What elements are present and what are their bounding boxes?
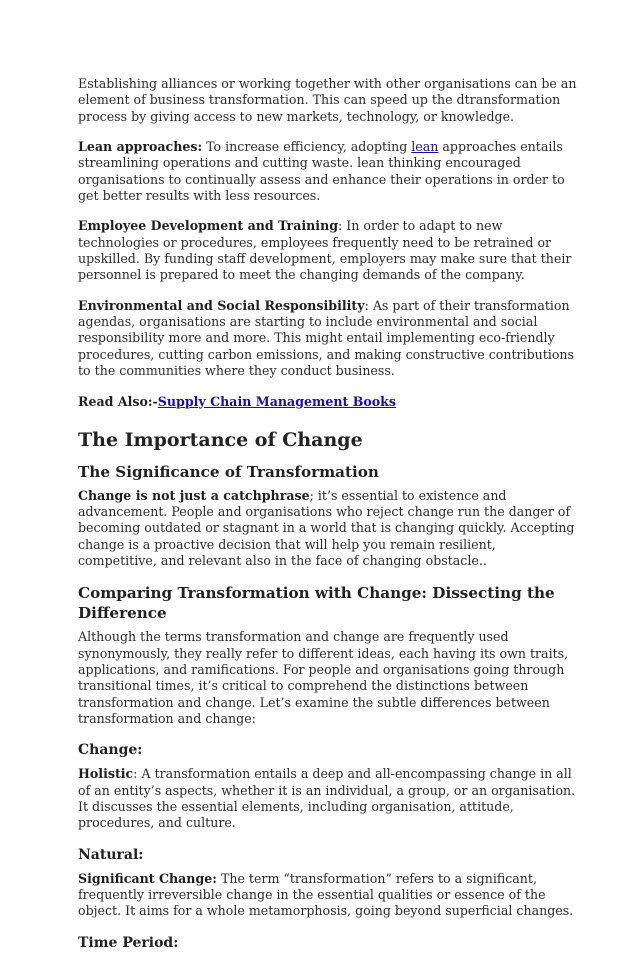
environment-label: Environmental and Social Responsibility	[78, 297, 365, 313]
heading-change: Change:	[78, 742, 143, 759]
lean-text-pre: To increase efficiency, adopting	[202, 139, 412, 155]
heading-importance-of-change: The Importance of Change	[78, 428, 363, 451]
significance-text: ; it’s essential to existence and advancement. People and organisations who reject change run the danger of becoming outdated or stagnant in a world that is changing quickly. Accepting change is a proactive decision that will help you remain resilient, competitive, and relevant also in the face of changing obstacle..	[78, 487, 575, 568]
intro-paragraph: Establishing alliances or working together with other organisations can be an element of business transformation. This can speed up the dtransformation process by giving access to new markets, technology, or knowledge.	[78, 76, 577, 124]
heading-significance-of-transformation: The Significance of Transformation	[78, 462, 379, 481]
lean-link[interactable]: lean	[411, 139, 439, 155]
read-also-label: Read Also:-	[78, 393, 158, 409]
read-also	[78, 394, 578, 410]
heading-comparing: Comparing Transformation with Change: Dissecting the Difference	[78, 584, 555, 623]
comparing-paragraph: Although the terms transformation and change are frequently used synonymously, they really refer to different ideas, each having its own traits, applications, and ramifications. For people and organisations going through transitional times, it’s critical to comprehend the distinctions between transformation and change. Let’s examine the subtle differences between transformation and change:	[78, 629, 569, 726]
employee-text: : In order to adapt to new technologies or procedures, employees frequently need to be retrained or upskilled. By funding staff development, employers may make sure that their personnel is prepared to meet the changing demands of the company.	[78, 218, 572, 283]
holistic-label: Holistic	[78, 766, 134, 782]
significant-change-text: The term “transformation” refers to a significant, frequently irreversible change in the essential qualities or essence of the object. It aims for a whole metamorphosis, going beyond superficial changes.	[78, 870, 574, 919]
heading-natural: Natural:	[78, 846, 144, 863]
read-also-link[interactable]: Supply Chain Management Books	[157, 393, 396, 409]
employee-label: Employee Development and Training	[78, 218, 339, 234]
significant-change-label: Significant Change:	[78, 870, 217, 886]
significance-paragraph	[78, 488, 578, 569]
environment-paragraph	[78, 298, 578, 379]
holistic-paragraph	[78, 766, 578, 831]
heading-time-period: Time Period:	[78, 934, 179, 951]
lean-label: Lean approaches:	[78, 139, 203, 155]
environment-text: : As part of their transformation agendas, organisations are starting to include environmental and social responsibility more and more. This might entail implementing eco-friendly procedures, cutting carbon emissions, and making constructive contributions to the communities where they conduct business.	[78, 297, 575, 379]
lean-text-post: approaches entails streamlining operations and cutting waste. lean thinking encouraged organisations to continually assess and enhance their operations in order to get better results with less resources.	[78, 139, 565, 203]
lean-paragraph	[78, 139, 578, 204]
significance-label: Change is not just a catchphrase	[78, 487, 310, 503]
employee-paragraph	[78, 218, 578, 283]
significant-change-paragraph	[78, 871, 578, 920]
holistic-text: : A transformation entails a deep and all-encompassing change in all of an entity’s aspects, whether it is an individual, a group, or an organisation. It discusses the essential elements, including organisation, attitude, procedures, and culture.	[78, 766, 576, 831]
